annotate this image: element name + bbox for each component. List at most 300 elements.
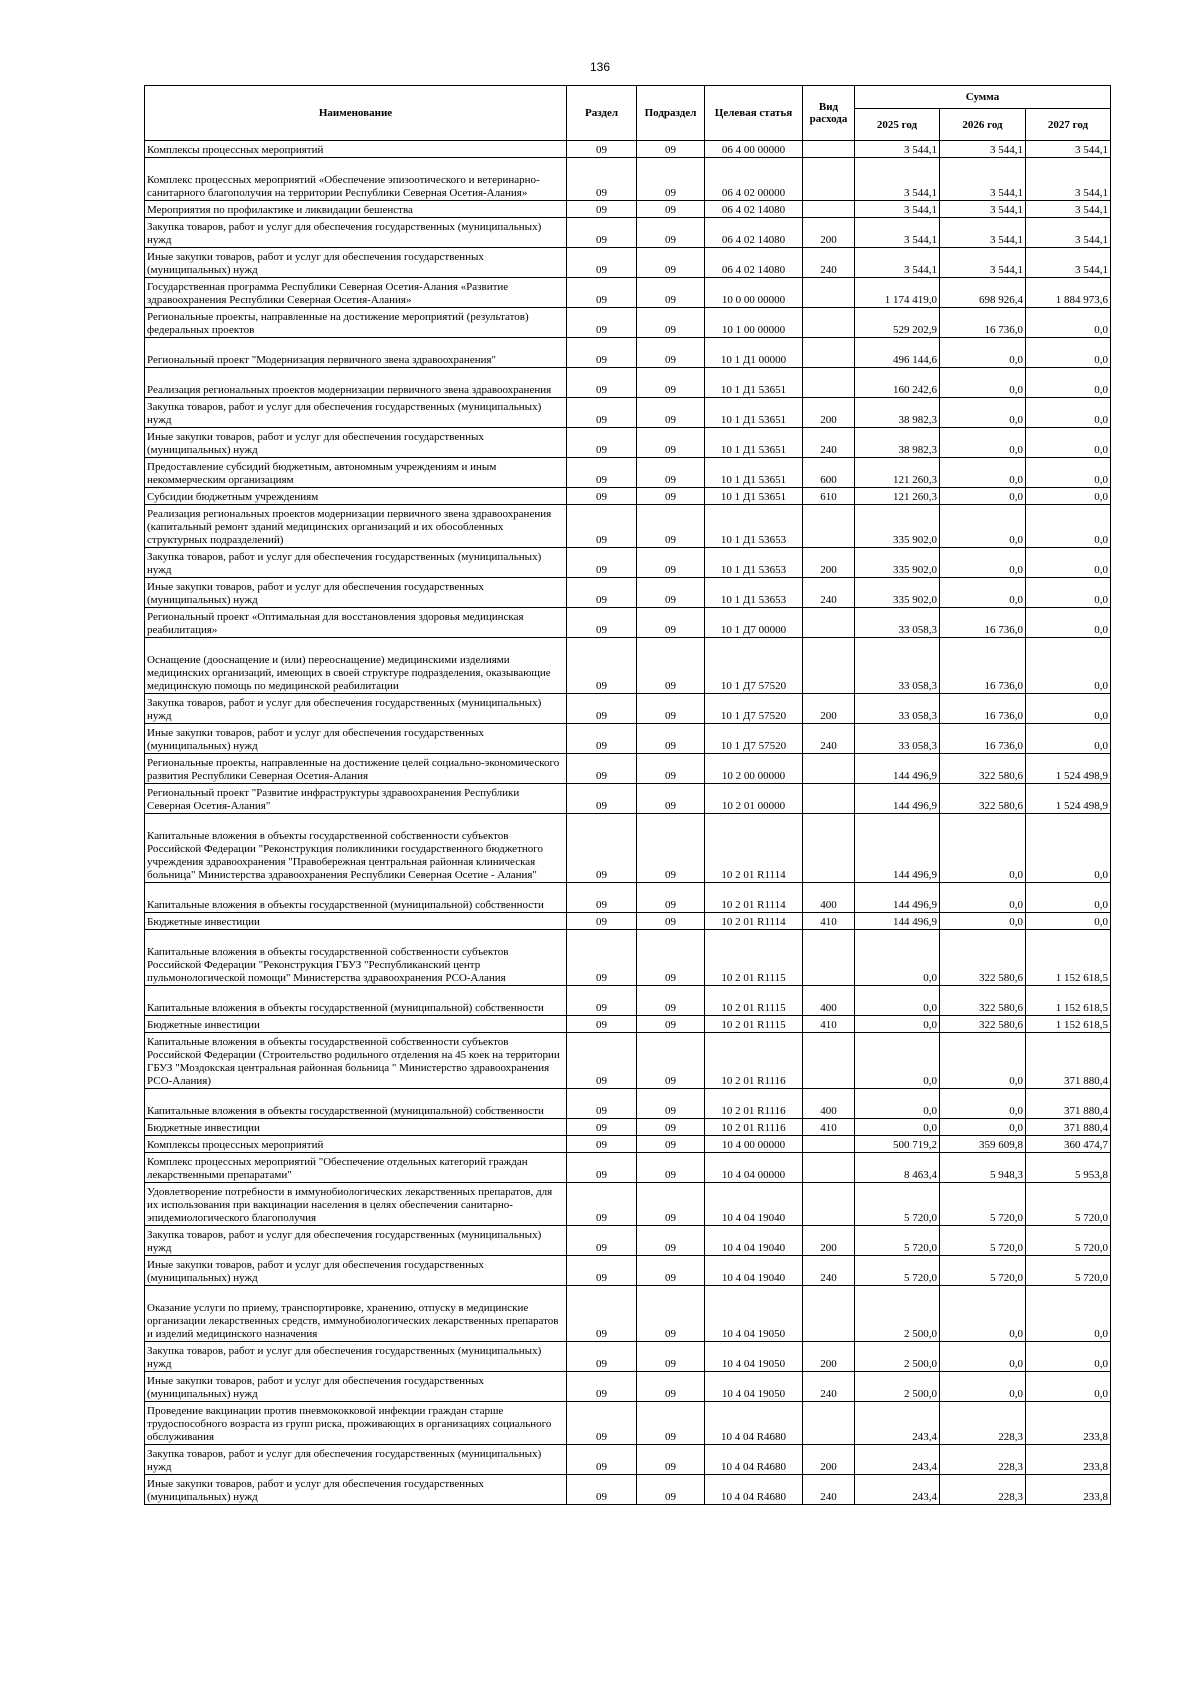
table-row — [145, 814, 1111, 883]
row-amount-2027: 0,0 — [1026, 883, 1111, 913]
row-target-article: 10 1 Д1 53651 — [705, 458, 803, 488]
row-amount-2027: 1 152 618,5 — [1026, 986, 1111, 1016]
row-amount-2026: 3 544,1 — [940, 248, 1026, 278]
table-row — [145, 883, 1111, 913]
row-amount-2026: 3 544,1 — [940, 201, 1026, 218]
row-name: Бюджетные инвестиции — [145, 1119, 567, 1136]
row-podrazdel: 09 — [637, 141, 705, 158]
row-name: Капитальные вложения в объекты государственной собственности субъектов Российской Федерации "Реконструкция поликлиники государственного бюджетного учреждения здравоохранения "Правобережная центральная районная клиническая больница" Министерства здравоохранения Республики Северная Осетие - Алания" — [145, 814, 567, 883]
row-amount-2027: 0,0 — [1026, 368, 1111, 398]
table-row — [145, 1136, 1111, 1153]
row-podrazdel: 09 — [637, 505, 705, 548]
row-razdel: 09 — [567, 141, 637, 158]
row-amount-2025: 5 720,0 — [855, 1183, 940, 1226]
row-podrazdel: 09 — [637, 784, 705, 814]
row-expense-type — [803, 1153, 855, 1183]
row-razdel: 09 — [567, 1183, 637, 1226]
row-amount-2025: 1 174 419,0 — [855, 278, 940, 308]
row-amount-2027: 0,0 — [1026, 338, 1111, 368]
row-target-article: 10 1 Д1 53651 — [705, 488, 803, 505]
row-expense-type — [803, 368, 855, 398]
row-amount-2027: 3 544,1 — [1026, 201, 1111, 218]
row-expense-type: 200 — [803, 548, 855, 578]
row-amount-2025: 3 544,1 — [855, 218, 940, 248]
table-row — [145, 1016, 1111, 1033]
row-amount-2026: 0,0 — [940, 368, 1026, 398]
row-razdel: 09 — [567, 368, 637, 398]
row-name: Иные закупки товаров, работ и услуг для обеспечения государственных (муниципальных) нужд — [145, 724, 567, 754]
row-expense-type: 400 — [803, 1089, 855, 1119]
row-podrazdel: 09 — [637, 1372, 705, 1402]
row-razdel: 09 — [567, 278, 637, 308]
row-target-article: 06 4 02 14080 — [705, 248, 803, 278]
row-target-article: 10 1 Д1 00000 — [705, 338, 803, 368]
row-expense-type — [803, 754, 855, 784]
row-amount-2025: 496 144,6 — [855, 338, 940, 368]
row-expense-type: 240 — [803, 248, 855, 278]
row-amount-2026: 0,0 — [940, 548, 1026, 578]
row-target-article: 10 1 Д1 53653 — [705, 578, 803, 608]
row-amount-2027: 0,0 — [1026, 724, 1111, 754]
row-amount-2026: 322 580,6 — [940, 784, 1026, 814]
row-podrazdel: 09 — [637, 724, 705, 754]
table-row — [145, 218, 1111, 248]
row-amount-2027: 5 720,0 — [1026, 1226, 1111, 1256]
row-podrazdel: 09 — [637, 278, 705, 308]
row-razdel: 09 — [567, 248, 637, 278]
header-podrazdel: Подраздел — [637, 86, 705, 141]
table-row — [145, 1089, 1111, 1119]
row-expense-type: 200 — [803, 1445, 855, 1475]
table-row — [145, 201, 1111, 218]
row-name: Закупка товаров, работ и услуг для обеспечения государственных (муниципальных) нужд — [145, 398, 567, 428]
table-row — [145, 158, 1111, 201]
table-row — [145, 1153, 1111, 1183]
row-amount-2026: 0,0 — [940, 1033, 1026, 1089]
row-target-article: 10 1 Д7 57520 — [705, 638, 803, 694]
row-name: Закупка товаров, работ и услуг для обеспечения государственных (муниципальных) нужд — [145, 1445, 567, 1475]
row-amount-2026: 0,0 — [940, 1342, 1026, 1372]
header-2027: 2027 год — [1026, 109, 1111, 141]
row-expense-type: 240 — [803, 724, 855, 754]
row-expense-type — [803, 278, 855, 308]
row-amount-2025: 144 496,9 — [855, 913, 940, 930]
row-amount-2025: 144 496,9 — [855, 883, 940, 913]
row-amount-2025: 0,0 — [855, 1089, 940, 1119]
row-expense-type: 240 — [803, 1475, 855, 1505]
row-target-article: 10 2 01 00000 — [705, 784, 803, 814]
table-row — [145, 548, 1111, 578]
row-name: Закупка товаров, работ и услуг для обеспечения государственных (муниципальных) нужд — [145, 1226, 567, 1256]
row-amount-2027: 1 524 498,9 — [1026, 754, 1111, 784]
row-amount-2026: 0,0 — [940, 1089, 1026, 1119]
row-target-article: 10 1 Д1 53651 — [705, 428, 803, 458]
row-amount-2026: 0,0 — [940, 913, 1026, 930]
row-amount-2025: 33 058,3 — [855, 608, 940, 638]
page-number: 136 — [589, 60, 611, 74]
row-amount-2026: 0,0 — [940, 338, 1026, 368]
row-name: Предоставление субсидий бюджетным, автономным учреждениям и иным некоммерческим организациям — [145, 458, 567, 488]
row-podrazdel: 09 — [637, 608, 705, 638]
table-row — [145, 754, 1111, 784]
row-expense-type — [803, 505, 855, 548]
row-amount-2027: 1 152 618,5 — [1026, 930, 1111, 986]
row-amount-2025: 529 202,9 — [855, 308, 940, 338]
row-amount-2025: 243,4 — [855, 1445, 940, 1475]
table-row — [145, 398, 1111, 428]
row-expense-type: 200 — [803, 1226, 855, 1256]
row-amount-2027: 233,8 — [1026, 1445, 1111, 1475]
row-razdel: 09 — [567, 1226, 637, 1256]
table-row — [145, 784, 1111, 814]
row-amount-2026: 0,0 — [940, 488, 1026, 505]
row-amount-2026: 3 544,1 — [940, 141, 1026, 158]
row-amount-2025: 2 500,0 — [855, 1372, 940, 1402]
table-row — [145, 1119, 1111, 1136]
row-podrazdel: 09 — [637, 368, 705, 398]
row-amount-2027: 0,0 — [1026, 458, 1111, 488]
table-row — [145, 986, 1111, 1016]
row-amount-2025: 335 902,0 — [855, 548, 940, 578]
row-expense-type: 400 — [803, 986, 855, 1016]
row-target-article: 10 0 00 00000 — [705, 278, 803, 308]
row-podrazdel: 09 — [637, 814, 705, 883]
row-name: Реализация региональных проектов модернизации первичного звена здравоохранения — [145, 368, 567, 398]
row-target-article: 10 2 01 R1115 — [705, 930, 803, 986]
row-podrazdel: 09 — [637, 913, 705, 930]
row-expense-type — [803, 638, 855, 694]
row-amount-2027: 360 474,7 — [1026, 1136, 1111, 1153]
row-amount-2026: 5 720,0 — [940, 1226, 1026, 1256]
row-razdel: 09 — [567, 694, 637, 724]
row-razdel: 09 — [567, 398, 637, 428]
row-amount-2026: 0,0 — [940, 1372, 1026, 1402]
table-row — [145, 913, 1111, 930]
row-razdel: 09 — [567, 608, 637, 638]
table-row — [145, 1402, 1111, 1445]
row-amount-2027: 0,0 — [1026, 308, 1111, 338]
row-amount-2027: 371 880,4 — [1026, 1089, 1111, 1119]
row-razdel: 09 — [567, 1402, 637, 1445]
row-amount-2025: 243,4 — [855, 1475, 940, 1505]
row-razdel: 09 — [567, 218, 637, 248]
row-podrazdel: 09 — [637, 1136, 705, 1153]
row-amount-2026: 322 580,6 — [940, 930, 1026, 986]
row-amount-2026: 16 736,0 — [940, 694, 1026, 724]
row-podrazdel: 09 — [637, 883, 705, 913]
row-target-article: 10 2 01 R1114 — [705, 814, 803, 883]
row-name: Капитальные вложения в объекты государственной собственности субъектов Российской Федерации "Реконструкция ГБУЗ "Республиканский центр пульмонологической помощи" Министерства здравоохранения РСО-Алания — [145, 930, 567, 986]
row-amount-2025: 2 500,0 — [855, 1342, 940, 1372]
row-target-article: 10 1 Д1 53651 — [705, 398, 803, 428]
row-amount-2025: 8 463,4 — [855, 1153, 940, 1183]
table-row — [145, 1372, 1111, 1402]
row-target-article: 10 2 01 R1116 — [705, 1119, 803, 1136]
row-amount-2027: 5 953,8 — [1026, 1153, 1111, 1183]
row-razdel: 09 — [567, 1089, 637, 1119]
row-amount-2026: 228,3 — [940, 1402, 1026, 1445]
row-amount-2027: 0,0 — [1026, 398, 1111, 428]
row-razdel: 09 — [567, 488, 637, 505]
table-row — [145, 1033, 1111, 1089]
row-target-article: 10 1 00 00000 — [705, 308, 803, 338]
row-podrazdel: 09 — [637, 1256, 705, 1286]
row-target-article: 10 2 01 R1114 — [705, 883, 803, 913]
row-podrazdel: 09 — [637, 248, 705, 278]
row-target-article: 10 1 Д1 53651 — [705, 368, 803, 398]
row-podrazdel: 09 — [637, 1445, 705, 1475]
row-target-article: 10 1 Д7 00000 — [705, 608, 803, 638]
row-amount-2025: 144 496,9 — [855, 754, 940, 784]
row-expense-type: 610 — [803, 488, 855, 505]
row-podrazdel: 09 — [637, 694, 705, 724]
row-target-article: 10 1 Д1 53653 — [705, 548, 803, 578]
row-amount-2025: 3 544,1 — [855, 201, 940, 218]
row-expense-type: 240 — [803, 428, 855, 458]
table-row — [145, 694, 1111, 724]
table-row — [145, 930, 1111, 986]
row-amount-2025: 38 982,3 — [855, 428, 940, 458]
row-amount-2026: 5 720,0 — [940, 1183, 1026, 1226]
row-name: Иные закупки товаров, работ и услуг для обеспечения государственных (муниципальных) нужд — [145, 1372, 567, 1402]
row-amount-2027: 3 544,1 — [1026, 158, 1111, 201]
row-expense-type — [803, 930, 855, 986]
row-podrazdel: 09 — [637, 1016, 705, 1033]
row-razdel: 09 — [567, 1256, 637, 1286]
row-expense-type: 240 — [803, 1372, 855, 1402]
table-row — [145, 1475, 1111, 1505]
row-razdel: 09 — [567, 1153, 637, 1183]
row-name: Комплекс процессных мероприятий "Обеспечение отдельных категорий граждан лекарственными препаратами" — [145, 1153, 567, 1183]
row-expense-type: 400 — [803, 883, 855, 913]
table-row — [145, 1445, 1111, 1475]
row-target-article: 10 1 Д7 57520 — [705, 694, 803, 724]
table-row — [145, 1256, 1111, 1286]
row-amount-2027: 0,0 — [1026, 814, 1111, 883]
table-row — [145, 1286, 1111, 1342]
table-row — [145, 1226, 1111, 1256]
row-target-article: 10 2 01 R1115 — [705, 1016, 803, 1033]
header-summa: Сумма — [855, 86, 1111, 109]
table-row — [145, 278, 1111, 308]
table-row — [145, 488, 1111, 505]
row-amount-2027: 233,8 — [1026, 1475, 1111, 1505]
row-amount-2025: 0,0 — [855, 930, 940, 986]
row-podrazdel: 09 — [637, 1402, 705, 1445]
row-razdel: 09 — [567, 913, 637, 930]
row-amount-2027: 0,0 — [1026, 1286, 1111, 1342]
row-expense-type — [803, 308, 855, 338]
budget-table — [144, 85, 1111, 1505]
row-razdel: 09 — [567, 428, 637, 458]
row-amount-2025: 0,0 — [855, 986, 940, 1016]
row-target-article: 10 1 Д1 53653 — [705, 505, 803, 548]
row-amount-2026: 0,0 — [940, 1286, 1026, 1342]
row-razdel: 09 — [567, 930, 637, 986]
row-target-article: 06 4 02 00000 — [705, 158, 803, 201]
row-amount-2027: 3 544,1 — [1026, 248, 1111, 278]
row-expense-type — [803, 608, 855, 638]
row-razdel: 09 — [567, 724, 637, 754]
row-target-article: 06 4 02 14080 — [705, 218, 803, 248]
table-row — [145, 428, 1111, 458]
row-podrazdel: 09 — [637, 1033, 705, 1089]
row-expense-type: 410 — [803, 1119, 855, 1136]
row-razdel: 09 — [567, 986, 637, 1016]
row-amount-2027: 0,0 — [1026, 428, 1111, 458]
row-podrazdel: 09 — [637, 488, 705, 505]
row-podrazdel: 09 — [637, 754, 705, 784]
row-target-article: 10 1 Д7 57520 — [705, 724, 803, 754]
row-target-article: 06 4 02 14080 — [705, 201, 803, 218]
row-target-article: 10 4 04 19040 — [705, 1226, 803, 1256]
row-amount-2027: 3 544,1 — [1026, 218, 1111, 248]
row-expense-type: 410 — [803, 1016, 855, 1033]
row-amount-2025: 160 242,6 — [855, 368, 940, 398]
row-amount-2025: 5 720,0 — [855, 1226, 940, 1256]
row-target-article: 10 4 04 19050 — [705, 1342, 803, 1372]
row-name: Региональный проект «Оптимальная для восстановления здоровья медицинская реабилитация» — [145, 608, 567, 638]
row-name: Бюджетные инвестиции — [145, 1016, 567, 1033]
row-amount-2025: 3 544,1 — [855, 158, 940, 201]
row-amount-2027: 5 720,0 — [1026, 1256, 1111, 1286]
row-razdel: 09 — [567, 201, 637, 218]
row-razdel: 09 — [567, 458, 637, 488]
row-amount-2026: 0,0 — [940, 883, 1026, 913]
row-amount-2027: 1 884 973,6 — [1026, 278, 1111, 308]
header-razdel: Раздел — [567, 86, 637, 141]
row-amount-2026: 0,0 — [940, 428, 1026, 458]
row-expense-type — [803, 141, 855, 158]
row-expense-type — [803, 158, 855, 201]
row-podrazdel: 09 — [637, 930, 705, 986]
row-name: Иные закупки товаров, работ и услуг для обеспечения государственных (муниципальных) нужд — [145, 248, 567, 278]
row-name: Региональный проект "Модернизация первичного звена здравоохранения" — [145, 338, 567, 368]
row-amount-2025: 2 500,0 — [855, 1286, 940, 1342]
row-amount-2027: 0,0 — [1026, 578, 1111, 608]
row-expense-type — [803, 1136, 855, 1153]
row-podrazdel: 09 — [637, 986, 705, 1016]
row-expense-type: 410 — [803, 913, 855, 930]
row-name: Иные закупки товаров, работ и услуг для обеспечения государственных (муниципальных) нужд — [145, 428, 567, 458]
row-amount-2025: 0,0 — [855, 1033, 940, 1089]
row-amount-2027: 0,0 — [1026, 505, 1111, 548]
row-amount-2025: 121 260,3 — [855, 458, 940, 488]
row-amount-2025: 5 720,0 — [855, 1256, 940, 1286]
row-expense-type — [803, 338, 855, 368]
row-target-article: 10 4 04 19050 — [705, 1372, 803, 1402]
row-target-article: 10 2 00 00000 — [705, 754, 803, 784]
header-2026: 2026 год — [940, 109, 1026, 141]
row-name: Капитальные вложения в объекты государственной (муниципальной) собственности — [145, 883, 567, 913]
row-expense-type: 600 — [803, 458, 855, 488]
row-podrazdel: 09 — [637, 458, 705, 488]
row-razdel: 09 — [567, 1016, 637, 1033]
row-razdel: 09 — [567, 308, 637, 338]
row-name: Закупка товаров, работ и услуг для обеспечения государственных (муниципальных) нужд — [145, 694, 567, 724]
row-target-article: 10 2 01 R1116 — [705, 1089, 803, 1119]
table-row — [145, 141, 1111, 158]
row-razdel: 09 — [567, 548, 637, 578]
row-podrazdel: 09 — [637, 201, 705, 218]
row-expense-type: 240 — [803, 578, 855, 608]
row-name: Оказание услуги по приему, транспортировке, хранению, отпуску в медицинские организации лекарственных средств, иммунобиологических лекарственных препаратов и изделий медицинского назначения — [145, 1286, 567, 1342]
row-podrazdel: 09 — [637, 1342, 705, 1372]
row-amount-2027: 0,0 — [1026, 1342, 1111, 1372]
row-amount-2026: 3 544,1 — [940, 218, 1026, 248]
row-amount-2025: 3 544,1 — [855, 141, 940, 158]
row-target-article: 10 4 04 R4680 — [705, 1402, 803, 1445]
row-name: Оснащение (дооснащение и (или) переоснащение) медицинскими изделиями медицинских организаций, имеющих в своей структуре подразделения, оказывающие медицинскую помощь по медицинской реабилитации — [145, 638, 567, 694]
row-name: Капитальные вложения в объекты государственной собственности субъектов Российской Федерации (Строительство родильного отделения на 45 коек на территории ГБУЗ "Моздокская центральная районная больница " Министерство здравоохранения РСО-Алания) — [145, 1033, 567, 1089]
row-amount-2027: 0,0 — [1026, 488, 1111, 505]
row-name: Бюджетные инвестиции — [145, 913, 567, 930]
row-amount-2026: 16 736,0 — [940, 724, 1026, 754]
row-amount-2027: 0,0 — [1026, 608, 1111, 638]
table-row — [145, 248, 1111, 278]
row-target-article: 10 4 04 R4680 — [705, 1475, 803, 1505]
row-name: Региональный проект "Развитие инфраструктуры здравоохранения Республики Северная Осетия-Алания" — [145, 784, 567, 814]
row-name: Иные закупки товаров, работ и услуг для обеспечения государственных (муниципальных) нужд — [145, 578, 567, 608]
row-amount-2026: 0,0 — [940, 505, 1026, 548]
row-amount-2026: 16 736,0 — [940, 308, 1026, 338]
row-name: Капитальные вложения в объекты государственной (муниципальной) собственности — [145, 1089, 567, 1119]
header-name: Наименование — [145, 86, 567, 141]
row-razdel: 09 — [567, 1342, 637, 1372]
row-amount-2027: 5 720,0 — [1026, 1183, 1111, 1226]
row-expense-type — [803, 784, 855, 814]
row-podrazdel: 09 — [637, 1226, 705, 1256]
row-name: Закупка товаров, работ и услуг для обеспечения государственных (муниципальных) нужд — [145, 218, 567, 248]
row-amount-2025: 0,0 — [855, 1119, 940, 1136]
row-name: Государственная программа Республики Северная Осетия-Алания «Развитие здравоохранения Республики Северная Осетия-Алания» — [145, 278, 567, 308]
table-row — [145, 308, 1111, 338]
row-name: Комплексы процессных мероприятий — [145, 141, 567, 158]
row-podrazdel: 09 — [637, 578, 705, 608]
row-name: Комплекс процессных мероприятий «Обеспечение эпизоотического и ветеринарно-санитарного благополучия на территории Республики Северная Осетия-Алания» — [145, 158, 567, 201]
row-expense-type — [803, 814, 855, 883]
row-amount-2027: 0,0 — [1026, 694, 1111, 724]
row-name: Капитальные вложения в объекты государственной (муниципальной) собственности — [145, 986, 567, 1016]
row-razdel: 09 — [567, 754, 637, 784]
row-amount-2026: 0,0 — [940, 458, 1026, 488]
row-expense-type: 200 — [803, 1342, 855, 1372]
row-podrazdel: 09 — [637, 1475, 705, 1505]
row-amount-2027: 371 880,4 — [1026, 1033, 1111, 1089]
row-amount-2027: 0,0 — [1026, 638, 1111, 694]
row-target-article: 10 4 04 R4680 — [705, 1445, 803, 1475]
row-amount-2026: 0,0 — [940, 578, 1026, 608]
row-target-article: 10 4 04 19040 — [705, 1183, 803, 1226]
row-name: Субсидии бюджетным учреждениям — [145, 488, 567, 505]
row-podrazdel: 09 — [637, 338, 705, 368]
row-expense-type — [803, 1402, 855, 1445]
row-razdel: 09 — [567, 578, 637, 608]
row-amount-2027: 1 524 498,9 — [1026, 784, 1111, 814]
row-expense-type: 200 — [803, 398, 855, 428]
row-amount-2027: 371 880,4 — [1026, 1119, 1111, 1136]
table-row — [145, 608, 1111, 638]
row-amount-2025: 33 058,3 — [855, 694, 940, 724]
table-row — [145, 578, 1111, 608]
row-amount-2026: 5 948,3 — [940, 1153, 1026, 1183]
row-amount-2026: 16 736,0 — [940, 638, 1026, 694]
row-podrazdel: 09 — [637, 398, 705, 428]
row-name: Мероприятия по профилактике и ликвидации бешенства — [145, 201, 567, 218]
row-name: Проведение вакцинации против пневмококковой инфекции граждан старше трудоспособного возраста из групп риска, проживающих в организациях социального обслуживания — [145, 1402, 567, 1445]
row-expense-type — [803, 1033, 855, 1089]
row-razdel: 09 — [567, 1372, 637, 1402]
